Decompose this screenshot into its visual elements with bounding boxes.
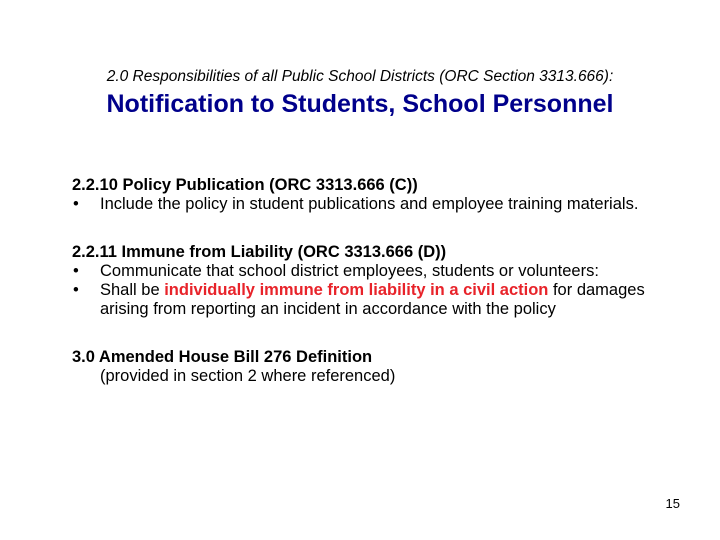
section-heading-reference: (ORC 3313.666 (D)): [293, 243, 447, 261]
bullet-text-suffix: for damages arising from reporting an incident in accordance with the policy: [100, 281, 645, 318]
section-immune-from-liability: [72, 243, 672, 319]
list-item: [72, 262, 672, 281]
bullet-text-prefix: Shall be: [100, 281, 165, 299]
bullet-marker: •: [73, 195, 79, 213]
bullet-text: [100, 281, 672, 319]
list-item: [72, 195, 672, 214]
section-heading-bold: 2.2.10 Policy Publication: [72, 176, 265, 194]
section-heading: [72, 176, 672, 195]
page-number: 15: [665, 496, 680, 511]
section-heading: [72, 243, 672, 262]
section-policy-publication: [72, 176, 672, 214]
bullet-text: Include the policy in student publications and employee training materials.: [100, 195, 639, 213]
bullet-text: Communicate that school district employees, students or volunteers:: [100, 262, 599, 280]
list-item: [72, 281, 672, 319]
bullet-marker: •: [73, 262, 79, 280]
slide-subtitle: 2.0 Responsibilities of all Public School Districts (ORC Section 3313.666):: [106, 68, 614, 85]
slide-body: [72, 176, 672, 386]
section-heading-reference: (ORC 3313.666 (C)): [264, 176, 418, 194]
highlighted-text: individually immune from liability in a civil action: [164, 281, 549, 299]
section-heading: 3.0 Amended House Bill 276 Definition: [72, 348, 373, 366]
bullet-marker: •: [73, 281, 79, 299]
slide-title: Notification to Students, School Personnel: [106, 90, 614, 118]
section-house-bill-definition: [72, 348, 672, 386]
section-note: (provided in section 2 where referenced): [100, 367, 396, 385]
section-heading-bold: 2.2.11 Immune from Liability: [72, 243, 293, 261]
